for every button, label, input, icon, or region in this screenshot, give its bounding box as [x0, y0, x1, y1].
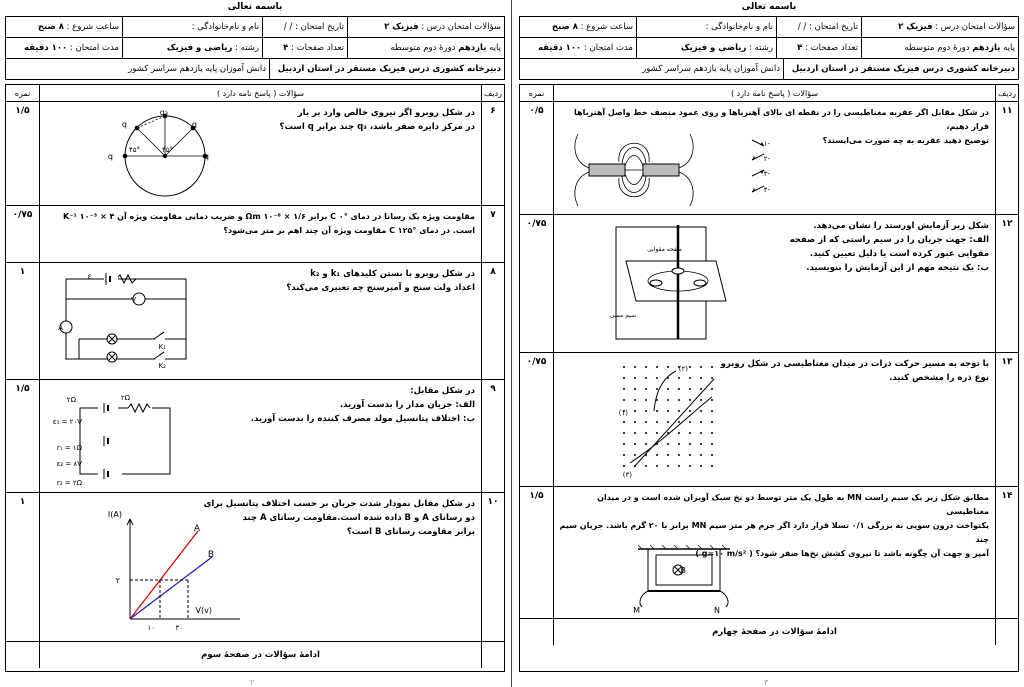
field-cell: رشته : ریاضی و فیزیک [636, 38, 776, 58]
svg-text:A: A [58, 324, 63, 332]
svg-text:-۳: -۳ [763, 170, 770, 178]
question-6: ۶ در شکل روبرو اگر نیروی خالص وارد بر بار در مرکز دایره صفر باشد، q₃ چند برابر q است؟ q₃ q q q q ۴۵° ۴۵° ۱/۵ [6, 102, 504, 206]
question-text: در شکل روبرو با بستن کلیدهای k₁ و k₂ اعداد ولت سنج و آمپرسنج چه تغییری می‌کند؟ [286, 269, 475, 293]
field-dot [700, 377, 702, 379]
start-time-cell: ساعت شروع : ۸ صبح [551, 22, 633, 32]
continued-note: ادامهٔ سؤالات در صفحهٔ سوم [6, 642, 504, 668]
field-dot [711, 421, 713, 423]
oersted-experiment-figure [606, 221, 736, 347]
svg-text:B: B [680, 566, 686, 575]
field-dot [700, 432, 702, 434]
field-dot [634, 443, 636, 445]
field-dot [645, 432, 647, 434]
field-dot [667, 454, 669, 456]
svg-text:r₁ = ۱Ω: r₁ = ۱Ω [56, 444, 82, 452]
field-dot [700, 454, 702, 456]
field-dot [667, 399, 669, 401]
field-dot [689, 410, 691, 412]
exam-header [519, 16, 1019, 80]
question-14: ۱۴ مطابق شکل زیر یک سیم راست MN به طول یک متر توسط دو نخ سبک آویزان شده است و در میدان مغناطیسی یکنواخت درون سویی به بزرگی ۰/۱ تسلا قرار دارد اگر جرم هر متر سیم MN برابر با ۲۰ گرم باشد. جریان سیم چند آمپر و جهت آن چگونه باشد تا نیروی کشش نخ‌ها صفر شود؟ ( g=۱۰ m/s² ) B M N ۱/۵ [520, 487, 1018, 619]
svg-text:K₁: K₁ [158, 343, 166, 351]
question-text: شکل زیر آزمایش اورستد را نشان می‌دهد. الف: جهت جریان را در سیم راستی که از صفحه مقوایی عبور کرده است با دلیل تعیین کنید. ب: یک نتیجه مهم از این آزمایش را بنویسید. [789, 221, 989, 273]
field-dot [634, 432, 636, 434]
field-dot [623, 421, 625, 423]
field-dot [678, 465, 680, 467]
field-dot [623, 432, 625, 434]
page-number: ۲ [250, 678, 255, 687]
question-text: در شکل مقابل: الف: جریان مدار را بدست آورید. ب: اختلاف پتانسیل مولد مصرف کننده را بدست آورید. [250, 386, 475, 424]
field-dot [711, 388, 713, 390]
field-dot [634, 366, 636, 368]
exam-date-cell: تاریخ امتحان : / / [262, 17, 347, 37]
field-dot [623, 465, 625, 467]
exam-page-3 [514, 0, 1024, 687]
field-dot [711, 399, 713, 401]
svg-text:I(A): I(A) [107, 510, 122, 519]
svg-text:۳۰: ۳۰ [175, 624, 183, 632]
exam-subject-cell: سؤالات امتحان درس : فیزیک ۲ [347, 17, 504, 37]
hanging-wire-figure [634, 543, 734, 613]
svg-text:q: q [191, 120, 197, 129]
field-dot [634, 377, 636, 379]
field-dot [623, 377, 625, 379]
field-dot [700, 443, 702, 445]
magnets-field-figure [564, 132, 704, 210]
field-dot [656, 432, 658, 434]
exam-date-cell: تاریخ امتحان : / / [776, 17, 861, 37]
field-dot [634, 410, 636, 412]
question-13: ۱۳ با توجه به مسیر حرکت ذرات در میدان مغناطیسی در شکل روبرو نوع ذره را مشخص کنید. (۱) (۲) (۳) ۰/۷۵ [520, 353, 1018, 487]
student-name-cell: نام و نام‌خانوادگی : [636, 17, 776, 37]
compass-options-figure [750, 132, 800, 202]
svg-text:۱۰: ۱۰ [147, 624, 155, 632]
svg-text:-۲: -۲ [763, 155, 770, 163]
secretariat-cell: دبیرخانه کشوری درس فیزیک مستقر در استان اردبیل [269, 59, 504, 79]
students-cell: دانش آموزان پایه یازدهم سراسر کشور [642, 64, 780, 74]
field-dot [678, 454, 680, 456]
field-dot [689, 366, 691, 368]
bismillah: باسمه تعالی [741, 2, 797, 12]
svg-text:۴۵°: ۴۵° [128, 146, 140, 154]
field-dot [634, 388, 636, 390]
question-11: ۱۱ در شکل مقابل اگر عقربه مغناطیسی را در نقطه ای بالای آهنرباها و روی عمود منصف خط واصل آهنرباها قرار دهیم، توضیح دهید عقربه به چه صورت می‌ایستد؟ -۱ -۲ -۳ -۴ ۰/۵ [520, 102, 1018, 215]
field-dot [645, 399, 647, 401]
svg-text:V(v): V(v) [195, 606, 212, 615]
page-count-cell: تعداد صفحات : ۴ [262, 38, 347, 58]
field-dot [711, 366, 713, 368]
field-dot [634, 421, 636, 423]
svg-text:۴۵°: ۴۵° [161, 146, 173, 154]
field-dot [678, 421, 680, 423]
table-head: ردیف سؤالات ( پاسخ نامه دارد ) نمره [6, 85, 504, 102]
field-dot [634, 399, 636, 401]
question-12: ۱۲ شکل زیر آزمایش اورستد را نشان می‌دهد. الف: جهت جریان را در سیم راستی که از صفحه مقوایی عبور کرده است با دلیل تعیین کنید. ب: یک نتیجه مهم از این آزمایش را بنویسید. صفحه مقوایی سیم مسی ۰/۷۵ [520, 215, 1018, 353]
field-dot [645, 377, 647, 379]
field-dot [689, 465, 691, 467]
question-text: در شکل روبرو اگر نیروی خالص وارد بر بار در مرکز دایره صفر باشد، q₃ چند برابر q است؟ [279, 108, 475, 132]
svg-text:K₂: K₂ [158, 362, 166, 370]
field-dot [678, 432, 680, 434]
question-text: مقاومت ویژه یک رسانا در دمای °C ۰ برابر Ωm ۱۰⁻⁸ × ۱/۶ و ضریب دمایی مقاومت ویژه آن K⁻¹ ۱۰⁻³ × ۴ است. در دمای °C ۱۲۵ مقاومت ویژه آن چند اهم بر متر می‌شود؟ [62, 212, 475, 235]
field-dot [645, 465, 647, 467]
secretariat-cell: دبیرخانه کشوری درس فیزیک مستقر در استان اردبیل [783, 59, 1018, 79]
start-time-cell: ساعت شروع : ۸ صبح [37, 22, 119, 32]
field-dot [711, 454, 713, 456]
field-dot [678, 377, 680, 379]
question-text: در شکل مقابل نمودار شدت جریان بر حسب اختلاف پتانسیل برای دو رسانای A و B داده شده است.مقاومت رسانای A چند برابر مقاومت رسانای B است؟ [203, 499, 475, 537]
field-dot [700, 388, 702, 390]
field-dot [689, 377, 691, 379]
svg-text:B: B [207, 550, 214, 560]
svg-text:q: q [121, 120, 127, 129]
duration-cell: مدت امتحان : ۱۰۰ دقیقه [23, 43, 119, 53]
question-text: مطابق شکل زیر یک سیم راست MN به طول یک متر توسط دو نخ سبک آویزان شده است و در میدان مغناطیسی یکنواخت درون سویی به بزرگی ۰/۱ تسلا قرار دارد اگر جرم هر متر سیم MN برابر با ۲۰ گرم باشد. جریان سیم چند آمپر و جهت آن چگونه باشد تا نیروی کشش نخ‌ها صفر شود؟ ( g=۱۰ m/s² ) [559, 493, 989, 558]
field-dot [678, 410, 680, 412]
field-dot [711, 465, 713, 467]
field-dot [645, 410, 647, 412]
field-dot [689, 399, 691, 401]
field-cell: رشته : ریاضی و فیزیک [122, 38, 262, 58]
svg-text:ε: ε [87, 272, 92, 281]
questions-table [519, 84, 1019, 672]
exam-header [5, 16, 505, 80]
grade-cell: پایه یازدهم دورهٔ دوم متوسطه [861, 38, 1018, 58]
field-dot [689, 388, 691, 390]
questions-table [5, 84, 505, 672]
svg-text:سیم مسی: سیم مسی [609, 312, 636, 319]
bismillah: باسمه تعالی [227, 2, 283, 12]
svg-text:ε₂ = ۸V: ε₂ = ۸V [56, 460, 82, 468]
svg-text:(۲): (۲) [678, 365, 688, 373]
field-dot [645, 443, 647, 445]
students-cell: دانش آموزان پایه یازدهم سراسر کشور [128, 64, 266, 74]
field-dot [645, 366, 647, 368]
question-text: در شکل مقابل اگر عقربه مغناطیسی را در نقطه ای بالای آهنرباها و روی عمود منصف خط واصل آهنرباها قرار دهیم، توضیح دهید عقربه به چه صورت می‌ایستد؟ [574, 108, 989, 145]
svg-text:r₂ = ۲Ω: r₂ = ۲Ω [56, 479, 82, 487]
field-dot [711, 432, 713, 434]
iv-graph-figure [100, 509, 250, 637]
question-7: ۷ مقاومت ویژه یک رسانا در دمای °C ۰ برابر Ωm ۱۰⁻⁸ × ۱/۶ و ضریب دمایی مقاومت ویژه آن K⁻¹ ۱۰⁻³ × ۴ است. در دمای °C ۱۲۵ مقاومت ویژه آن چند اهم بر متر می‌شود؟ ۰/۷۵ [6, 206, 504, 263]
svg-text:q: q [203, 152, 209, 161]
field-dot [634, 454, 636, 456]
circuit-figure-q8 [54, 269, 204, 369]
field-dot [656, 388, 658, 390]
svg-text:-۱: -۱ [763, 140, 770, 148]
field-dot [623, 399, 625, 401]
table-head: ردیف سؤالات ( پاسخ نامه دارد ) نمره [520, 85, 1018, 102]
field-dot [689, 443, 691, 445]
svg-text:ε₁ = ۲۰V: ε₁ = ۲۰V [52, 418, 82, 426]
field-dot [667, 465, 669, 467]
page-count-cell: تعداد صفحات : ۴ [776, 38, 861, 58]
grade-cell: پایه یازدهم دورهٔ دوم متوسطه [347, 38, 504, 58]
svg-text:-۴: -۴ [763, 186, 770, 194]
svg-text:V: V [131, 296, 136, 304]
question-9: ۹ در شکل مقابل: الف: جریان مدار را بدست آورید. ب: اختلاف پتانسیل مولد مصرف کننده را بدست آورید. ۲Ω ۲Ω ε₁ = ۲۰V r₁ = ۱Ω ε₂ = ۸V r₂ = ۲Ω ۱/۵ [6, 380, 504, 493]
svg-text:A: A [193, 524, 200, 534]
field-dot [689, 454, 691, 456]
question-8: ۸ در شکل روبرو با بستن کلیدهای k₁ و k₂ اعداد ولت سنج و آمپرسنج چه تغییری می‌کند؟ ε V A K₁ K₂ ۱ [6, 263, 504, 380]
field-dot [667, 421, 669, 423]
field-dot [700, 399, 702, 401]
svg-text:۲Ω: ۲Ω [120, 394, 130, 402]
exam-page-2 [0, 0, 510, 687]
field-dot [700, 421, 702, 423]
svg-text:q: q [107, 152, 113, 161]
field-dot [656, 465, 658, 467]
field-dot [711, 410, 713, 412]
svg-text:۲Ω: ۲Ω [66, 396, 76, 404]
field-dot [667, 366, 669, 368]
svg-text:q₃: q₃ [159, 108, 168, 117]
circuit-figure-q9 [52, 388, 190, 487]
field-dot [656, 377, 658, 379]
continued-note: ادامهٔ سؤالات در صفحهٔ چهارم [520, 619, 1018, 645]
field-dot [623, 454, 625, 456]
svg-text:(۱): (۱) [618, 409, 628, 417]
field-dot [678, 388, 680, 390]
duration-cell: مدت امتحان : ۱۰۰ دقیقه [537, 43, 633, 53]
exam-subject-cell: سؤالات امتحان درس : فیزیک ۲ [861, 17, 1018, 37]
field-dot [656, 421, 658, 423]
field-dot [645, 388, 647, 390]
field-dot [711, 443, 713, 445]
field-dot [656, 454, 658, 456]
magnetic-field-dots [623, 366, 713, 467]
field-dot [667, 388, 669, 390]
field-dot [645, 421, 647, 423]
field-dot [678, 399, 680, 401]
charges-circle-figure [107, 108, 220, 200]
field-dot [700, 410, 702, 412]
svg-text:M: M [633, 606, 640, 615]
svg-text:(۳): (۳) [622, 471, 632, 479]
field-dot [623, 366, 625, 368]
field-dot [656, 410, 658, 412]
field-dot [667, 410, 669, 412]
field-dot [623, 443, 625, 445]
particle-paths-figure [616, 359, 726, 481]
field-dot [678, 443, 680, 445]
field-dot [700, 366, 702, 368]
svg-text:صفحه مقوایی: صفحه مقوایی [647, 246, 682, 253]
page-number: ۳ [764, 678, 769, 687]
field-dot [689, 421, 691, 423]
student-name-cell: نام و نام‌خانوادگی : [122, 17, 262, 37]
svg-text:N: N [714, 606, 720, 615]
field-dot [700, 465, 702, 467]
field-dot [689, 432, 691, 434]
question-text: با توجه به مسیر حرکت ذرات در میدان مغناطیسی در شکل روبرو نوع ذره را مشخص کنید. [720, 359, 989, 383]
field-dot [667, 443, 669, 445]
field-dot [711, 377, 713, 379]
page-separator [511, 0, 512, 687]
field-dot [623, 388, 625, 390]
field-dot [656, 366, 658, 368]
question-10: ۱۰ در شکل مقابل نمودار شدت جریان بر حسب اختلاف پتانسیل برای دو رسانای A و B داده شده است.مقاومت رسانای A چند برابر مقاومت رسانای B است؟ I(A) V(v) A B ۲ ۱۰ ۳۰ ۱ [6, 493, 504, 642]
svg-text:۲: ۲ [115, 576, 120, 585]
